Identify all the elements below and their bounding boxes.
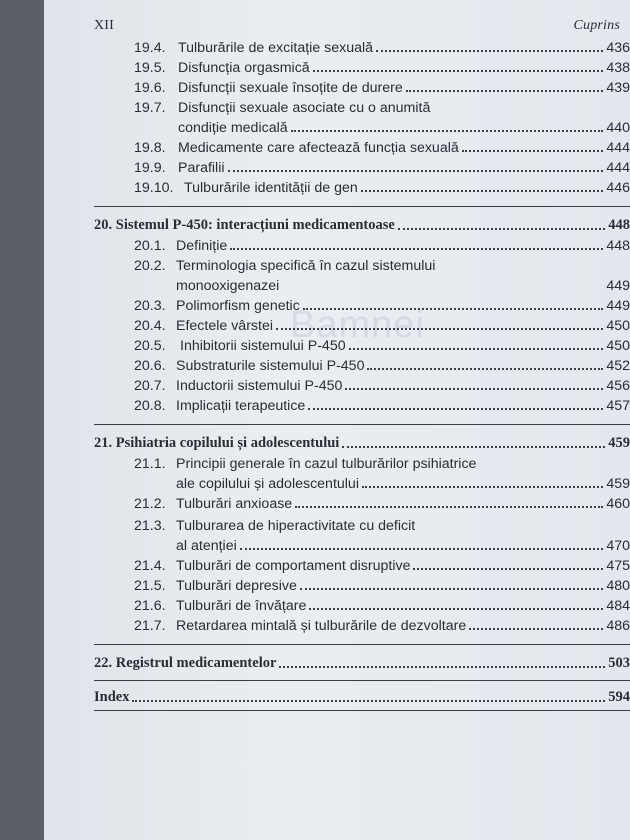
leader-dots — [276, 318, 603, 330]
toc-entry-19-6[interactable]: 19.6. Disfuncții sexuale însoțite de durere 439 — [134, 80, 630, 96]
leader-dots — [240, 538, 604, 550]
leader-dots — [469, 618, 603, 630]
leader-space — [282, 278, 603, 290]
toc-entry-21-5[interactable]: 21.5. Tulburări depresive 480 — [134, 578, 630, 594]
watermark-logo: Bamnei — [290, 304, 425, 346]
section-divider — [94, 424, 630, 425]
leader-dots — [303, 298, 604, 310]
toc-entry-19-8[interactable]: 19.8. Medicamente care afectează funcția sexuală 444 — [134, 140, 630, 156]
leader-dots — [132, 690, 605, 702]
leader-dots — [413, 558, 603, 570]
toc-entry-20-8[interactable]: 20.8. Implicații terapeutice 457 — [134, 398, 630, 414]
leader-dots — [345, 378, 603, 390]
toc-entry-20-7[interactable]: 20.7. Inductorii sistemului P-450 456 — [134, 378, 630, 394]
toc-entry-21-6[interactable]: 21.6. Tulburări de învățare 484 — [134, 598, 630, 614]
toc-entry-19-9[interactable]: 19.9. Parafilii 444 — [134, 160, 630, 176]
toc-entry-19-4[interactable]: 19.4. Tulburările de excitație sexuală 436 — [134, 40, 630, 56]
leader-dots — [230, 238, 603, 250]
section-header: Cuprins — [573, 18, 620, 33]
leader-dots — [295, 496, 603, 508]
page-number-roman: XII — [94, 18, 115, 33]
section-divider — [94, 206, 630, 207]
leader-dots — [228, 160, 604, 172]
toc-entry-21-1-cont[interactable]: ale copilului și adolescentului 459 — [176, 476, 630, 492]
section-divider — [94, 680, 630, 681]
leader-dots — [398, 218, 605, 230]
toc-entry-21-1[interactable]: 21.1. Principii generale în cazul tulburărilor psihiatrice — [134, 456, 477, 472]
leader-dots — [376, 40, 603, 52]
leader-dots — [291, 120, 604, 132]
toc-entry-21-4[interactable]: 21.4. Tulburări de comportament disruptive 475 — [134, 558, 630, 574]
leader-dots — [279, 656, 605, 668]
toc-entry-19-5[interactable]: 19.5. Disfuncția orgasmică 438 — [134, 60, 630, 76]
toc-entry-21-2[interactable]: 21.2. Tulburări anxioase 460 — [134, 496, 630, 512]
leader-dots — [313, 60, 604, 72]
toc-entry-20-4[interactable]: 20.4. Efectele vârstei 450 — [134, 318, 630, 334]
toc-entry-19-10[interactable]: 19.10. Tulburările identității de gen 446 — [134, 180, 630, 196]
leader-dots — [300, 578, 603, 590]
leader-dots — [361, 180, 604, 192]
leader-dots — [342, 436, 605, 448]
toc-entry-21-3-cont[interactable]: al atenției 470 — [176, 538, 630, 554]
toc-chapter-22[interactable]: 22. Registrul medicamentelor 503 — [94, 655, 630, 671]
toc-index[interactable]: Index 594 — [94, 689, 630, 705]
section-divider — [94, 644, 630, 645]
toc-chapter-20[interactable]: 20. Sistemul P-450: interacțiuni medicamentoase 448 — [94, 217, 630, 233]
toc-entry-20-2[interactable]: 20.2. Terminologia specifică în cazul sistemului — [134, 258, 436, 274]
toc-entry-21-7[interactable]: 21.7. Retardarea mintală și tulburările de dezvoltare 486 — [134, 618, 630, 634]
leader-dots — [362, 476, 603, 488]
toc-entry-19-7-cont[interactable]: condiție medicală 440 — [178, 120, 630, 136]
toc-entry-20-2-cont[interactable]: monooxigenazei 449 — [176, 278, 630, 294]
leader-dots — [406, 80, 604, 92]
toc-chapter-21[interactable]: 21. Psihiatria copilului și adolescentului 459 — [94, 435, 630, 451]
leader-dots — [349, 338, 604, 350]
toc-entry-20-1[interactable]: 20.1. Definiție 448 — [134, 238, 630, 254]
section-divider — [94, 710, 630, 711]
leader-dots — [308, 398, 603, 410]
leader-dots — [309, 598, 603, 610]
toc-entry-19-7[interactable]: 19.7. Disfuncții sexuale asociate cu o anumită — [134, 100, 431, 116]
leader-dots — [367, 358, 603, 370]
toc-entry-20-6[interactable]: 20.6. Substraturile sistemului P-450 452 — [134, 358, 630, 374]
book-page — [44, 0, 630, 840]
toc-entry-21-3[interactable]: 21.3. Tulburarea de hiperactivitate cu deficit — [134, 518, 416, 534]
toc-entry-20-3[interactable]: 20.3. Polimorfism genetic 449 — [134, 298, 630, 314]
leader-dots — [462, 140, 604, 152]
toc-entry-20-5[interactable]: 20.5. Inhibitorii sistemului P-450 450 — [134, 338, 630, 354]
